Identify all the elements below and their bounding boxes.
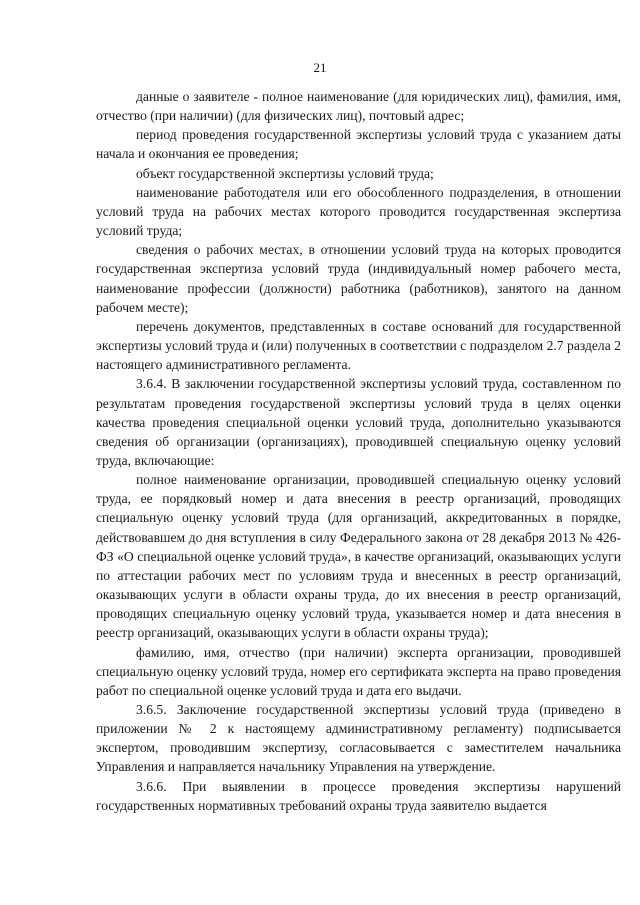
page-number: 21: [313, 60, 327, 75]
paragraph-documents-list: перечень документов, представленных в составе оснований для государственной экспертизы условий труда и (или) полученных в соответствии с подразделом 2.7 раздела 2 настоящего административного регламента.: [96, 318, 621, 373]
paragraph-section-3-6-4: 3.6.4. В заключении государственной экспертизы условий труда, составленном по результатам проведения государственой экспертизы условий труда в целях оценки качества проведения специальной оценки условий труда, дополнительно указываются сведения об организации (организациях), проводившей специальную оценку условий труда, включающие:: [96, 376, 621, 468]
paragraph-section-3-6-5: 3.6.5. Заключение государственной экспертизы условий труда (приведено в приложении № 2 к настоящему административному регламенту) подписывается экспертом, проводившим экспертизу, согласовывается с заместителем начальника Управления и направляется начальнику Управления на утверждение.: [96, 702, 621, 775]
paragraph-organization-name: полное наименование организации, проводившей специальную оценку условий труда, ее порядковый номер и дата внесения в реестр организаций, проводящих специальную оценку условий труда (для организаций, аккредитованных в порядке, действовавшем до дня вступления в силу Федерального закона от 28 декабря 2013 № 426-ФЗ «О специальной оценке условий труда», в качестве организаций, оказывающих услуги по аттестации рабочих мест по условиям труда и внесенных в реестр организаций, оказывающих услуги в области охраны труда, до их внесения в реестр организаций, проводящих специальную оценку условий труда, указывается номер и дата внесения в реестр организаций, оказывающих услуги в области охраны труда);: [96, 472, 621, 641]
document-body: [96, 87, 621, 815]
paragraph-applicant-data: данные о заявителе - полное наименование (для юридических лиц), фамилия, имя, отчество (при наличии) (для физических лиц), почтовый адрес;: [96, 89, 621, 124]
paragraph-section-3-6-6: 3.6.6. При выявлении в процессе проведения экспертизы нарушений государственных нормативных требований охраны труда заявителю выдается: [96, 778, 621, 813]
paragraph-employer-name: наименование работодателя или его обособленного подразделения, в отношении условий труда на рабочих местах которого проводится государственная экспертиза условий труда;: [96, 184, 621, 239]
paragraph-expertise-period: период проведения государственной экспертизы условий труда с указанием даты начала и окончания ее проведения;: [96, 127, 621, 162]
paragraph-workplace-info: сведения о рабочих местах, в отношении условий труда на которых проводится государственная экспертиза условий труда (индивидуальный номер рабочего места, наименование профессии (должности) работника (работников), занятого на данном рабочем месте);: [96, 242, 621, 315]
paragraph-expert-name: фамилию, имя, отчество (при наличии) эксперта организации, проводившей специальную оценку условий труда, номер его сертификата эксперта на право проведения работ по специальной оценке условий труда и дата его выдачи.: [96, 644, 621, 698]
paragraph-expertise-object: объект государственной экспертизы условий труда;: [136, 165, 434, 181]
